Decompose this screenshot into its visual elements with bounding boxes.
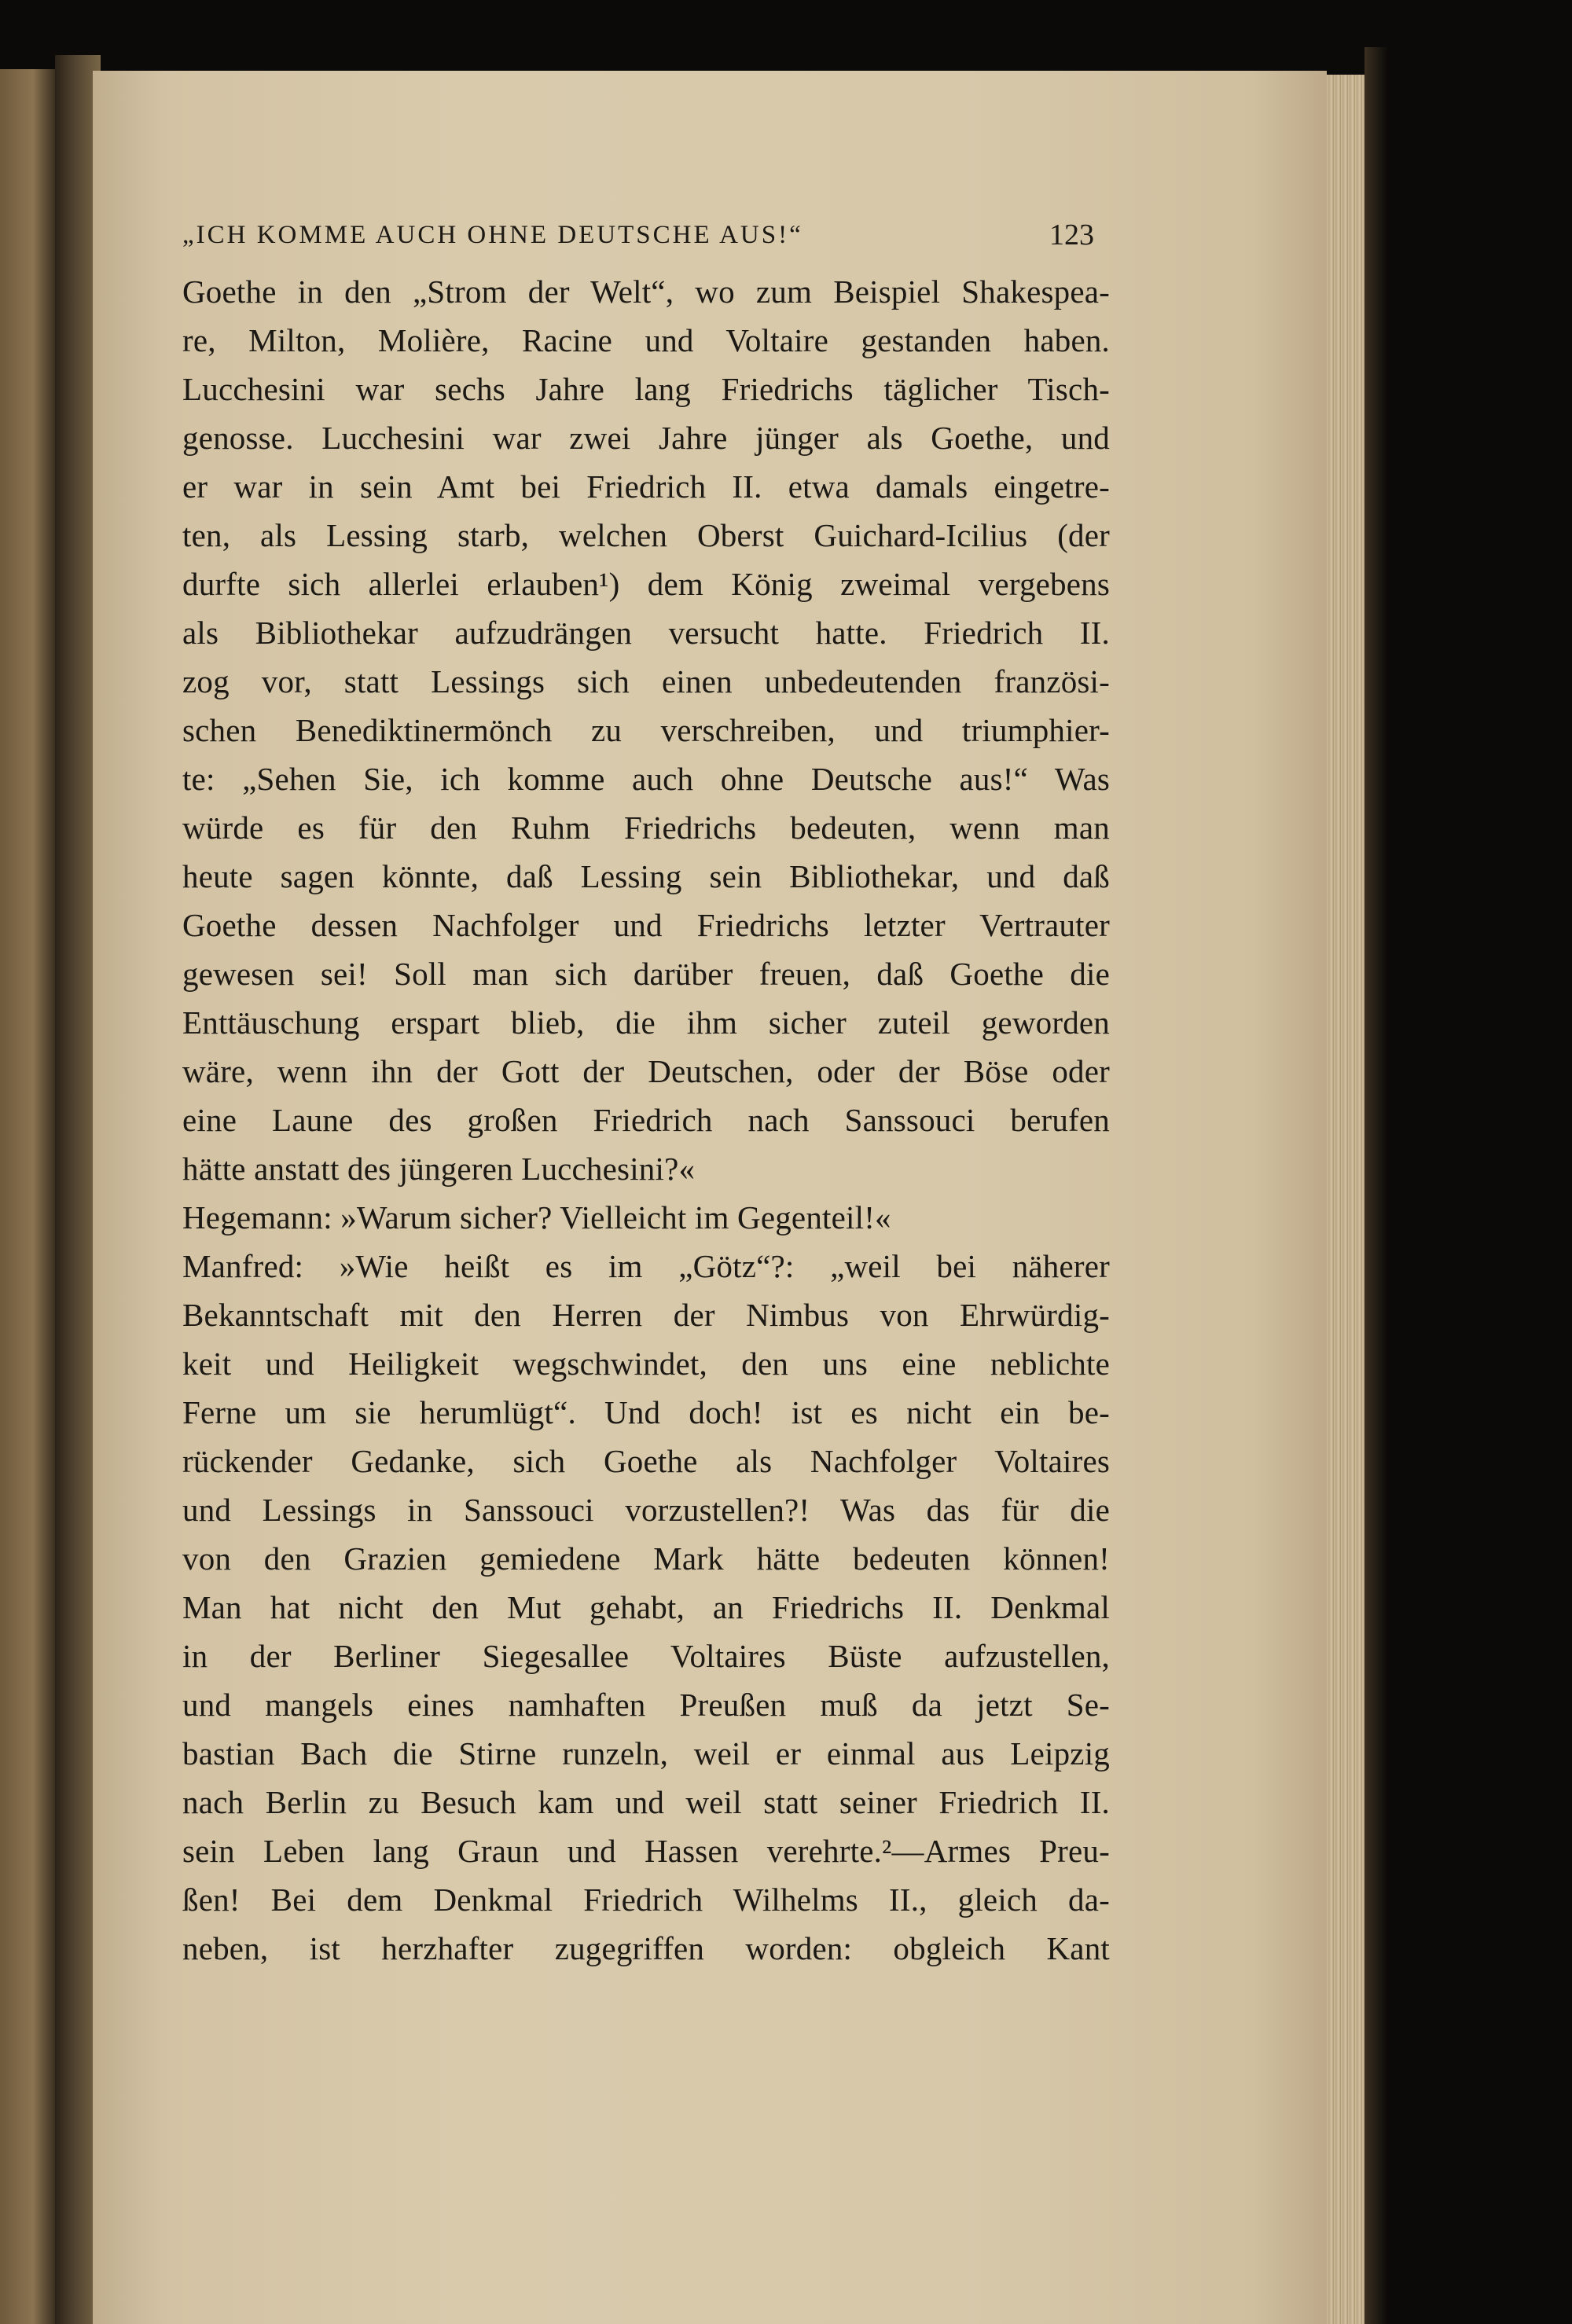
- text-line: Hegemann: »Warum sicher? Vielleicht im Gegenteil!«: [182, 1199, 891, 1235]
- text-line: nach Berlin zu Besuch kam und weil statt seiner Friedrich II.: [182, 1784, 1110, 1820]
- fore-edge-shadow: [1364, 47, 1388, 2324]
- text-line: te: „Sehen Sie, ich komme auch ohne Deutsche aus!“ Was: [182, 761, 1110, 797]
- text-line: Manfred: »Wie heißt es im „Götz“?: „weil bei näherer: [182, 1248, 1110, 1284]
- text-line: durfte sich allerlei erlauben¹) dem König zweimal vergebens: [182, 566, 1110, 602]
- text-line: hätte anstatt des jüngeren Lucchesini?«: [182, 1151, 696, 1187]
- text-line: in der Berliner Siegesallee Voltaires Büste aufzustellen,: [182, 1638, 1110, 1674]
- text-line: rückender Gedanke, sich Goethe als Nachfolger Voltaires: [182, 1443, 1110, 1479]
- text-line: eine Laune des großen Friedrich nach Sanssouci berufen: [182, 1102, 1110, 1138]
- text-line: ßen! Bei dem Denkmal Friedrich Wilhelms II., gleich da-: [182, 1882, 1110, 1918]
- text-line: bastian Bach die Stirne runzeln, weil er einmal aus Leipzig: [182, 1735, 1110, 1771]
- text-line: re, Milton, Molière, Racine und Voltaire gestanden haben.: [182, 322, 1110, 358]
- text-line: neben, ist herzhafter zugegriffen worden: obgleich Kant: [182, 1930, 1110, 1966]
- text-line: sein Leben lang Graun und Hassen verehrte.²—Armes Preu-: [182, 1833, 1110, 1869]
- text-line: und Lessings in Sanssouci vorzustellen?! Was das für die: [182, 1492, 1110, 1528]
- text-line: würde es für den Ruhm Friedrichs bedeuten, wenn man: [182, 810, 1110, 846]
- text-line: von den Grazien gemiedene Mark hätte bedeuten können!: [182, 1540, 1110, 1577]
- text-line: genosse. Lucchesini war zwei Jahre jünger als Goethe, und: [182, 420, 1110, 456]
- running-head: „ICH KOMME AUCH OHNE DEUTSCHE AUS!“: [182, 221, 803, 249]
- text-line: gewesen sei! Soll man sich darüber freuen, daß Goethe die: [182, 956, 1110, 992]
- text-line: Goethe dessen Nachfolger und Friedrichs letzter Vertrauter: [182, 907, 1110, 943]
- text-line: und mangels eines namhaften Preußen muß da jetzt Se-: [182, 1687, 1110, 1723]
- page-number: 123: [1049, 218, 1094, 251]
- text-line: Ferne um sie herumlügt“. Und doch! ist es nicht ein be-: [182, 1394, 1110, 1430]
- facing-page-edge: [0, 69, 55, 2324]
- text-line: als Bibliothekar aufzudrängen versucht hatte. Friedrich II.: [182, 615, 1110, 651]
- text-line: heute sagen könnte, daß Lessing sein Bibliothekar, und daß: [182, 858, 1110, 894]
- text-line: er war in sein Amt bei Friedrich II. etwa damals eingetre-: [182, 468, 1110, 505]
- text-line: wäre, wenn ihn der Gott der Deutschen, oder der Böse oder: [182, 1053, 1110, 1089]
- text-line: keit und Heiligkeit wegschwindet, den uns eine neblichte: [182, 1346, 1110, 1382]
- text-line: Man hat nicht den Mut gehabt, an Friedrichs II. Denkmal: [182, 1589, 1110, 1625]
- text-line: ten, als Lessing starb, welchen Oberst Guichard-Icilius (der: [182, 517, 1110, 553]
- text-line: Bekanntschaft mit den Herren der Nimbus von Ehrwürdig-: [182, 1297, 1110, 1333]
- text-line: zog vor, statt Lessings sich einen unbedeutenden französi-: [182, 663, 1110, 699]
- text-line: schen Benediktinermönch zu verschreiben, und triumphier-: [182, 712, 1110, 748]
- text-line: Enttäuschung erspart blieb, die ihm sicher zuteil geworden: [182, 1004, 1110, 1041]
- page-fore-edge: [1327, 75, 1364, 2324]
- text-line: Goethe in den „Strom der Welt“, wo zum Beispiel Shakespea-: [182, 274, 1110, 310]
- text-line: Lucchesini war sechs Jahre lang Friedrichs täglicher Tisch-: [182, 371, 1110, 407]
